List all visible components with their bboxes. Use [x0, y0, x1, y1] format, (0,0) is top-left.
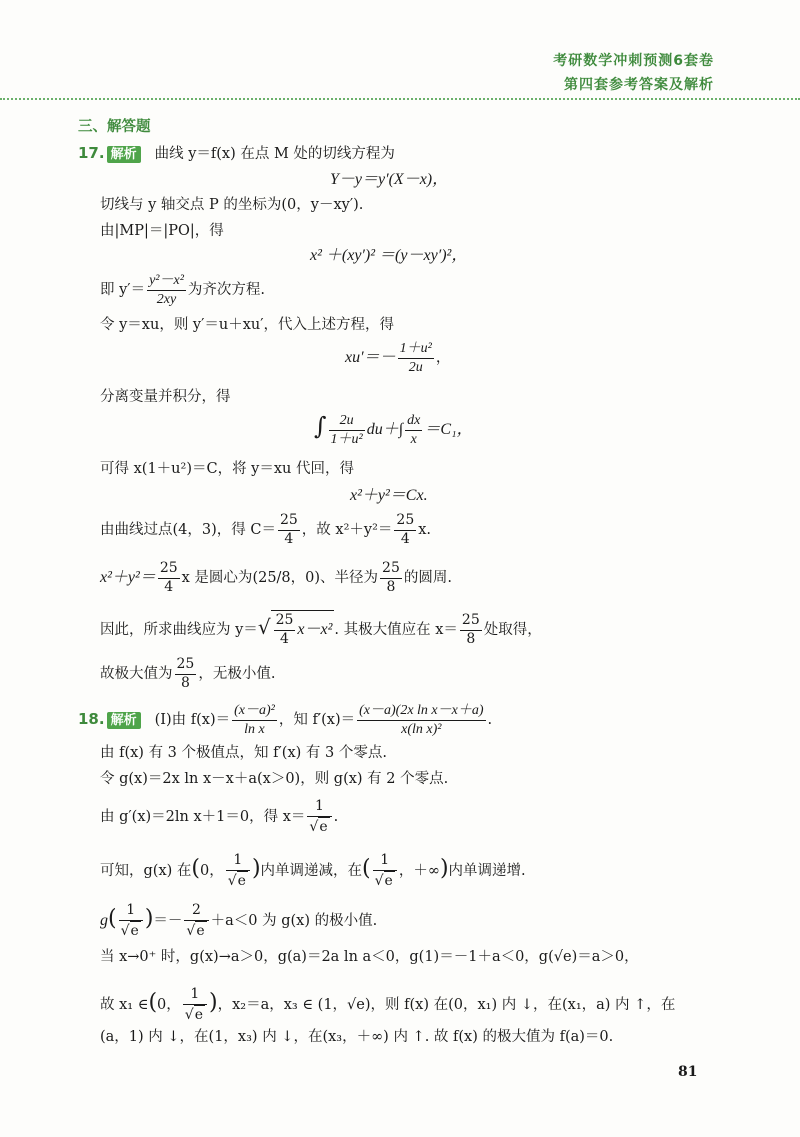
q17-center-paren: (25/8，0): [252, 570, 321, 586]
q17-r-num: 25: [380, 560, 402, 579]
q17-max-den: 8: [180, 674, 190, 691]
q17-int-tail: ＝C₁，: [424, 421, 473, 438]
q17-tag: 解析: [107, 146, 141, 163]
q18-l8-frac: [183, 986, 207, 1024]
q17-int-frac2: [405, 412, 422, 448]
q18-l6-sqrt1: e: [130, 922, 139, 939]
q17-homog-frac: [147, 272, 186, 308]
header-book-title: 考研数学冲刺预测6套卷: [553, 53, 714, 69]
q17-answer-lead: 因此，所求曲线应为 y＝: [100, 622, 258, 638]
q17-intro-line: [78, 146, 395, 163]
q17-center-mid2: 、半径为: [320, 570, 379, 586]
q18-l4-tail: .: [333, 809, 339, 825]
q18-part1-line: [78, 702, 492, 738]
q17-max-lead: 故极大值为: [100, 666, 173, 682]
q17-max-num: 25: [175, 656, 197, 675]
q17-answer-tail: 处取得，: [483, 622, 542, 638]
q18-l7: 当 x→0⁺ 时，g(x)→a＞0，g(a)＝2a ln a＜0，g(1)＝－1＋a＜0，g(√e)＝a＞0，: [100, 949, 639, 965]
q17-homog-tail: 为齐次方程.: [187, 282, 266, 298]
q18-part1-lead: (Ⅰ)由 f(x)＝: [154, 712, 231, 728]
q18-l6-den1: √e: [120, 922, 139, 939]
q17-answer-den: 4: [280, 630, 289, 647]
q17-c-frac2: [394, 512, 416, 548]
q17-intersect: 切线与 y 轴交点 P 的坐标为(0，y－xy′).: [100, 197, 364, 213]
q17-point-tail: x.: [418, 522, 432, 538]
q18-l8-num: 1: [183, 986, 207, 1005]
q17-answer-frac: [274, 612, 296, 648]
q17-point-line: [100, 512, 431, 548]
q18-l8-zero: 0，: [157, 997, 181, 1013]
q18-fp-den: x(ln x)²: [401, 721, 442, 737]
q18-l5-num1: 1: [226, 852, 250, 871]
q18-l4-num: 1: [307, 798, 331, 817]
q17-sep-num: 1＋u²: [398, 340, 434, 359]
q18-l5-frac2: [373, 852, 397, 890]
q18-l8-sqrt: e: [194, 1006, 203, 1023]
q18-l3: 令 g(x)＝2x ln x－x＋a(x＞0)，则 g(x) 有 2 个零点.: [100, 771, 449, 787]
page-number: 81: [678, 1064, 698, 1080]
q17-c-num2: 25: [394, 512, 416, 531]
q17-back: 可得 x(1＋u²)＝C，将 y＝xu 代回，得: [100, 461, 354, 477]
q18-l4-line: [100, 798, 338, 836]
q18-l8-den: √e: [184, 1006, 203, 1023]
q18-f-den: ln x: [244, 721, 265, 737]
q18-l5-tail: 内单调递增.: [448, 863, 526, 879]
q18-l5-zero: 0，: [199, 863, 224, 879]
q17-int-num1: 2u: [329, 412, 365, 431]
q18-l8-lead: 故 x₁ ∈: [100, 997, 149, 1013]
q17-point-lead: 由曲线过点(4，3)，得 C＝: [100, 522, 276, 538]
q17-int-mid: du＋∫: [366, 421, 404, 438]
q18-fp-num: (x－a)(2x ln x－x＋a): [357, 702, 485, 721]
q17-int-den2: x: [410, 431, 417, 447]
q17-center-frac: [158, 560, 180, 596]
q17-homog-line: [100, 272, 265, 308]
q17-sep-tail: ，: [435, 350, 451, 366]
q17-intro: 曲线 y＝f(x) 在点 M 处的切线方程为: [154, 146, 395, 162]
q17-c-num: 25: [278, 512, 300, 531]
q17-max-tail: ，无极小值.: [198, 666, 276, 682]
q18-l4-sqrt: e: [319, 818, 328, 835]
section-heading: 三、解答题: [78, 119, 151, 135]
q17-center-den: 4: [164, 578, 174, 595]
q17-sep-lead: xu′＝－: [345, 349, 396, 366]
q18-l4-den: √e: [309, 818, 328, 835]
q18-l5-sqrt1: e: [237, 872, 246, 889]
q17-answer-x-frac: [460, 612, 482, 648]
q17-int-den1: 1＋u²: [330, 431, 363, 447]
q18-fp-frac: [357, 702, 485, 738]
q17-number: 17.: [78, 144, 105, 162]
q18-l5-frac1: [226, 852, 250, 890]
q17-int-num2: dx: [405, 412, 422, 431]
q17-c-frac: [278, 512, 300, 548]
q18-number: 18.: [78, 710, 105, 728]
q18-l5-sqrt2: e: [384, 872, 393, 889]
q18-l5-line: 可知，g(x) 在(0， $\frac{1}{√e}$ )内单调递减，在( $\frac{1}{√e}$ ，＋∞)内单调递增.: [100, 852, 526, 889]
q17-point-mid: ，故 x²＋y²＝: [301, 522, 393, 538]
header-divider: [0, 98, 800, 100]
q18-l6-frac2: [184, 902, 208, 940]
q17-answer-x-num: 25: [460, 612, 482, 631]
q17-integral-line: ∫ $\frac{2u}{\text{1＋u²}}$ du＋∫ $\frac{dx}{x}$ ＝C₁，: [314, 412, 473, 447]
q18-l6-lead: g: [100, 912, 108, 929]
q17-answer-num: 25: [274, 612, 296, 631]
q18-l6-tail: ＋a＜0 为 g(x) 的极小值.: [210, 913, 378, 929]
q17-center-line: [100, 560, 452, 596]
q18-l6-sqrt2: e: [196, 922, 205, 939]
q17-homog-den: 2xy: [156, 291, 177, 307]
q17-center-num: 25: [158, 560, 180, 579]
q17-circle: x²＋y²＝Cx.: [350, 487, 428, 504]
q17-max-line: [100, 656, 275, 692]
q17-homog-lead: 即 y′＝: [100, 282, 146, 298]
q18-l8-tail: ，x₂＝a，x₃ ∈ (1，√e)，则 f(x) 在(0，x₁) 内 ↓，在(x₁，a) 内 ↑，在: [217, 997, 676, 1013]
q18-l2: 由 f(x) 有 3 个极值点，知 f′(x) 有 3 个零点.: [100, 745, 387, 761]
q18-l6-mid: ＝－: [153, 913, 183, 929]
q17-integrate: 分离变量并积分，得: [100, 389, 231, 405]
q17-eq1: x² ＋(xy′)² ＝(y－xy′)²，: [310, 247, 468, 264]
q17-c-den: 4: [284, 530, 294, 547]
q18-l6-line: g( $\frac{1}{√e}$ )＝－ $\frac{2}{√e}$ ＋a＜0 为 g(x) 的极小值.: [100, 902, 378, 939]
q17-condition: 由|MP|＝|PO|，得: [100, 223, 224, 239]
q18-f-tail: .: [487, 712, 493, 728]
q18-l9: (a，1) 内 ↓，在(1，x₃) 内 ↓，在(x₃，＋∞) 内 ↑. 故 f(x) 的极大值为 f(a)＝0.: [100, 1029, 614, 1045]
q18-f-mid: ，知 f′(x)＝: [278, 712, 356, 728]
q18-l4-lead: 由 g′(x)＝2ln x＋1＝0，得 x＝: [100, 809, 306, 825]
header-section-title: 第四套参考答案及解析: [564, 77, 714, 93]
q17-answer-line: 因此，所求曲线应为 y＝√ $\frac{25}{4}$ x－x² . 其极大值应在 x＝ $\frac{25}{8}$ 处取得，: [100, 612, 542, 647]
q17-int-frac1: [329, 412, 365, 448]
q18-l6-frac1: [119, 902, 143, 940]
q18-l8-line: 故 x₁ ∈(0， $\frac{1}{√e}$ )，x₂＝a，x₃ ∈ (1，√e)，则 f(x) 在(0，x₁) 内 ↓，在(x₁，a) 内 ↑，在: [100, 986, 676, 1023]
q17-tangent-eq: Y－y＝y′(X－x)，: [330, 171, 449, 188]
q18-l5-lead: 可知，g(x) 在: [100, 863, 192, 879]
q18-l6-den2: √e: [186, 922, 205, 939]
q18-l4-frac: [307, 798, 331, 836]
q18-l5-num2: 1: [373, 852, 397, 871]
q18-tag: 解析: [107, 712, 141, 729]
q17-r-den: 8: [386, 578, 396, 595]
q17-sep-frac: [398, 340, 434, 376]
q17-subst: 令 y＝xu，则 y′＝u＋xu′，代入上述方程，得: [100, 317, 395, 333]
q18-f-frac: [232, 702, 277, 738]
q18-l5-mid: 内单调递减，在: [260, 863, 363, 879]
q17-answer-x-den: 8: [466, 630, 476, 647]
q17-homog-num: y²－x²: [147, 272, 186, 291]
q18-l5-den1: √e: [227, 872, 246, 889]
q17-answer-mid: . 其极大值应在 x＝: [334, 622, 458, 638]
q17-center-mid: x 是圆心为: [181, 570, 253, 586]
q18-l5-den2: √e: [374, 872, 393, 889]
q17-center-tail: 的圆周.: [403, 570, 452, 586]
q17-center-lead: x²＋y²＝: [100, 569, 156, 586]
q17-answer-root-text: x－x²: [297, 621, 333, 638]
q18-l6-num2: 2: [184, 902, 208, 921]
q18-f-num: (x－a)²: [232, 702, 277, 721]
q17-max-frac: [175, 656, 197, 692]
q17-answer-root: [271, 610, 335, 648]
q17-r-frac: [380, 560, 402, 596]
q17-sep-den: 2u: [408, 359, 423, 375]
q18-l6-num1: 1: [119, 902, 143, 921]
q17-sep-line: [345, 340, 450, 376]
q17-c-den2: 4: [400, 530, 410, 547]
q18-l5-infty: ，＋∞: [398, 863, 440, 879]
